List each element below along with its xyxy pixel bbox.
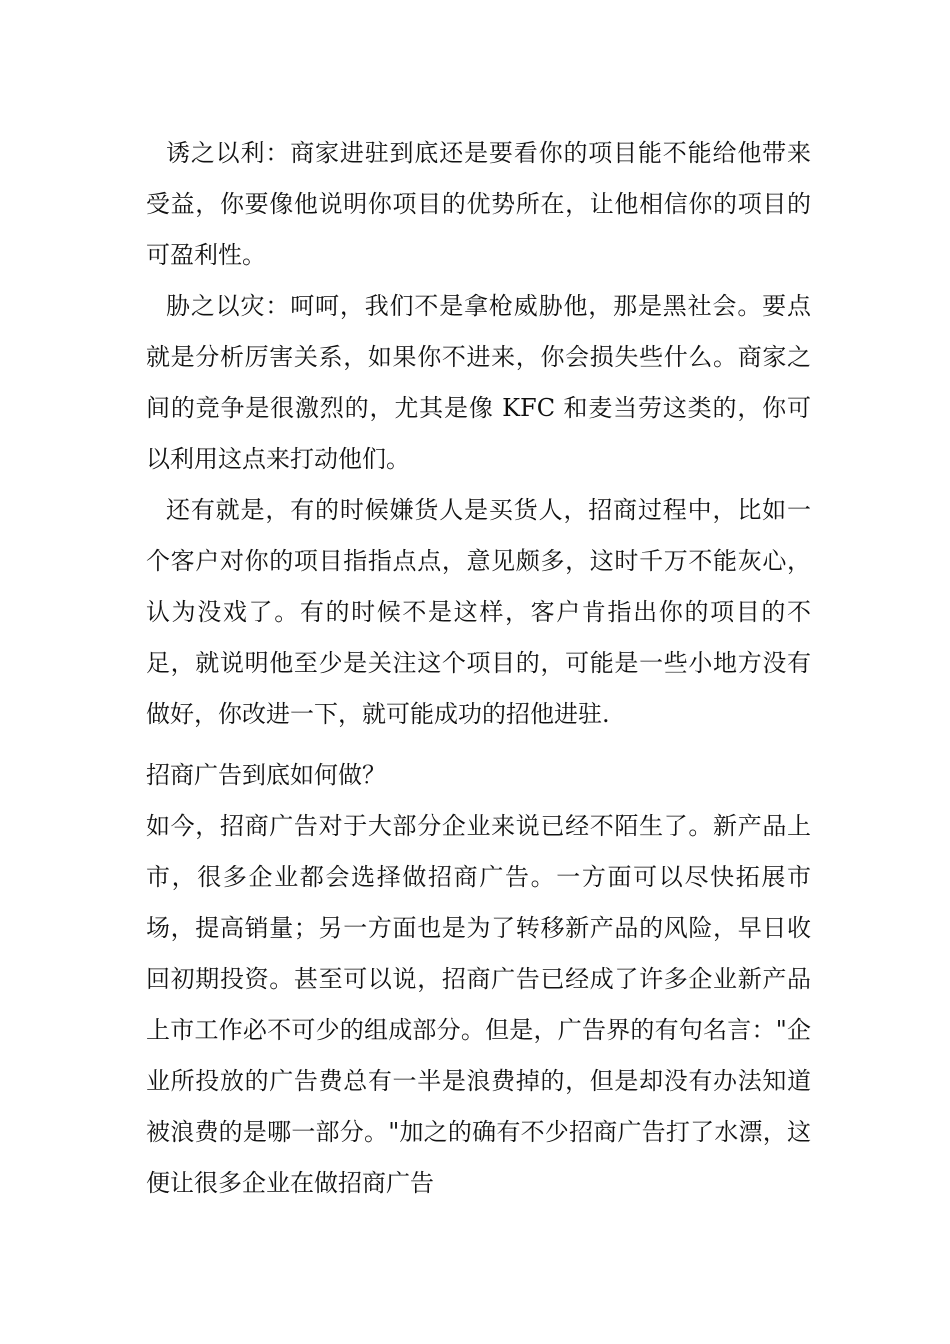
section-paragraph: 如今，招商广告对于大部分企业来说已经不陌生了。新产品上市，很多企业都会选择做招商广告。一方面可以尽快拓展市场，提高销量；另一方面也是为了转移新产品的风险，早日收回初期投资。甚至可以说，招商广告已经成了许多企业新产品上市工作必不可少的组成部分。但是，广告界的有句名言："企业所投放的广告费总有一半是浪费掉的，但是却没有办法知道被浪费的是哪一部分。"加之的确有不少招商广告打了水漂，这便让很多企业在做招商广告 [146, 812, 811, 1197]
intro-paragraphs [146, 128, 811, 740]
section-advertising [146, 750, 811, 1209]
paragraph-threat-of-loss: 胁之以灾：呵呵，我们不是拿枪威胁他，那是黑社会。要点就是分析厉害关系，如果你不进来，你会损失些什么。商家之间的竞争是很激烈的，尤其是像 KFC 和麦当劳这类的，你可以利用这点来打动他们。 [146, 292, 811, 473]
paragraph-critical-customer: 还有就是，有的时候嫌货人是买货人，招商过程中，比如一个客户对你的项目指指点点，意见颇多，这时千万不能灰心，认为没戏了。有的时候不是这样，客户肯指出你的项目的不足，就说明他至少是关注这个项目的，可能是一些小地方没有做好，你改进一下，就可能成功的招他进驻. [146, 496, 811, 728]
paragraph-lure-with-profit: 诱之以利：商家进驻到底还是要看你的项目能不能给他带来受益，你要像他说明你项目的优势所在，让他相信你的项目的可盈利性。 [146, 139, 811, 269]
section-heading: 招商广告到底如何做？ [146, 761, 386, 789]
